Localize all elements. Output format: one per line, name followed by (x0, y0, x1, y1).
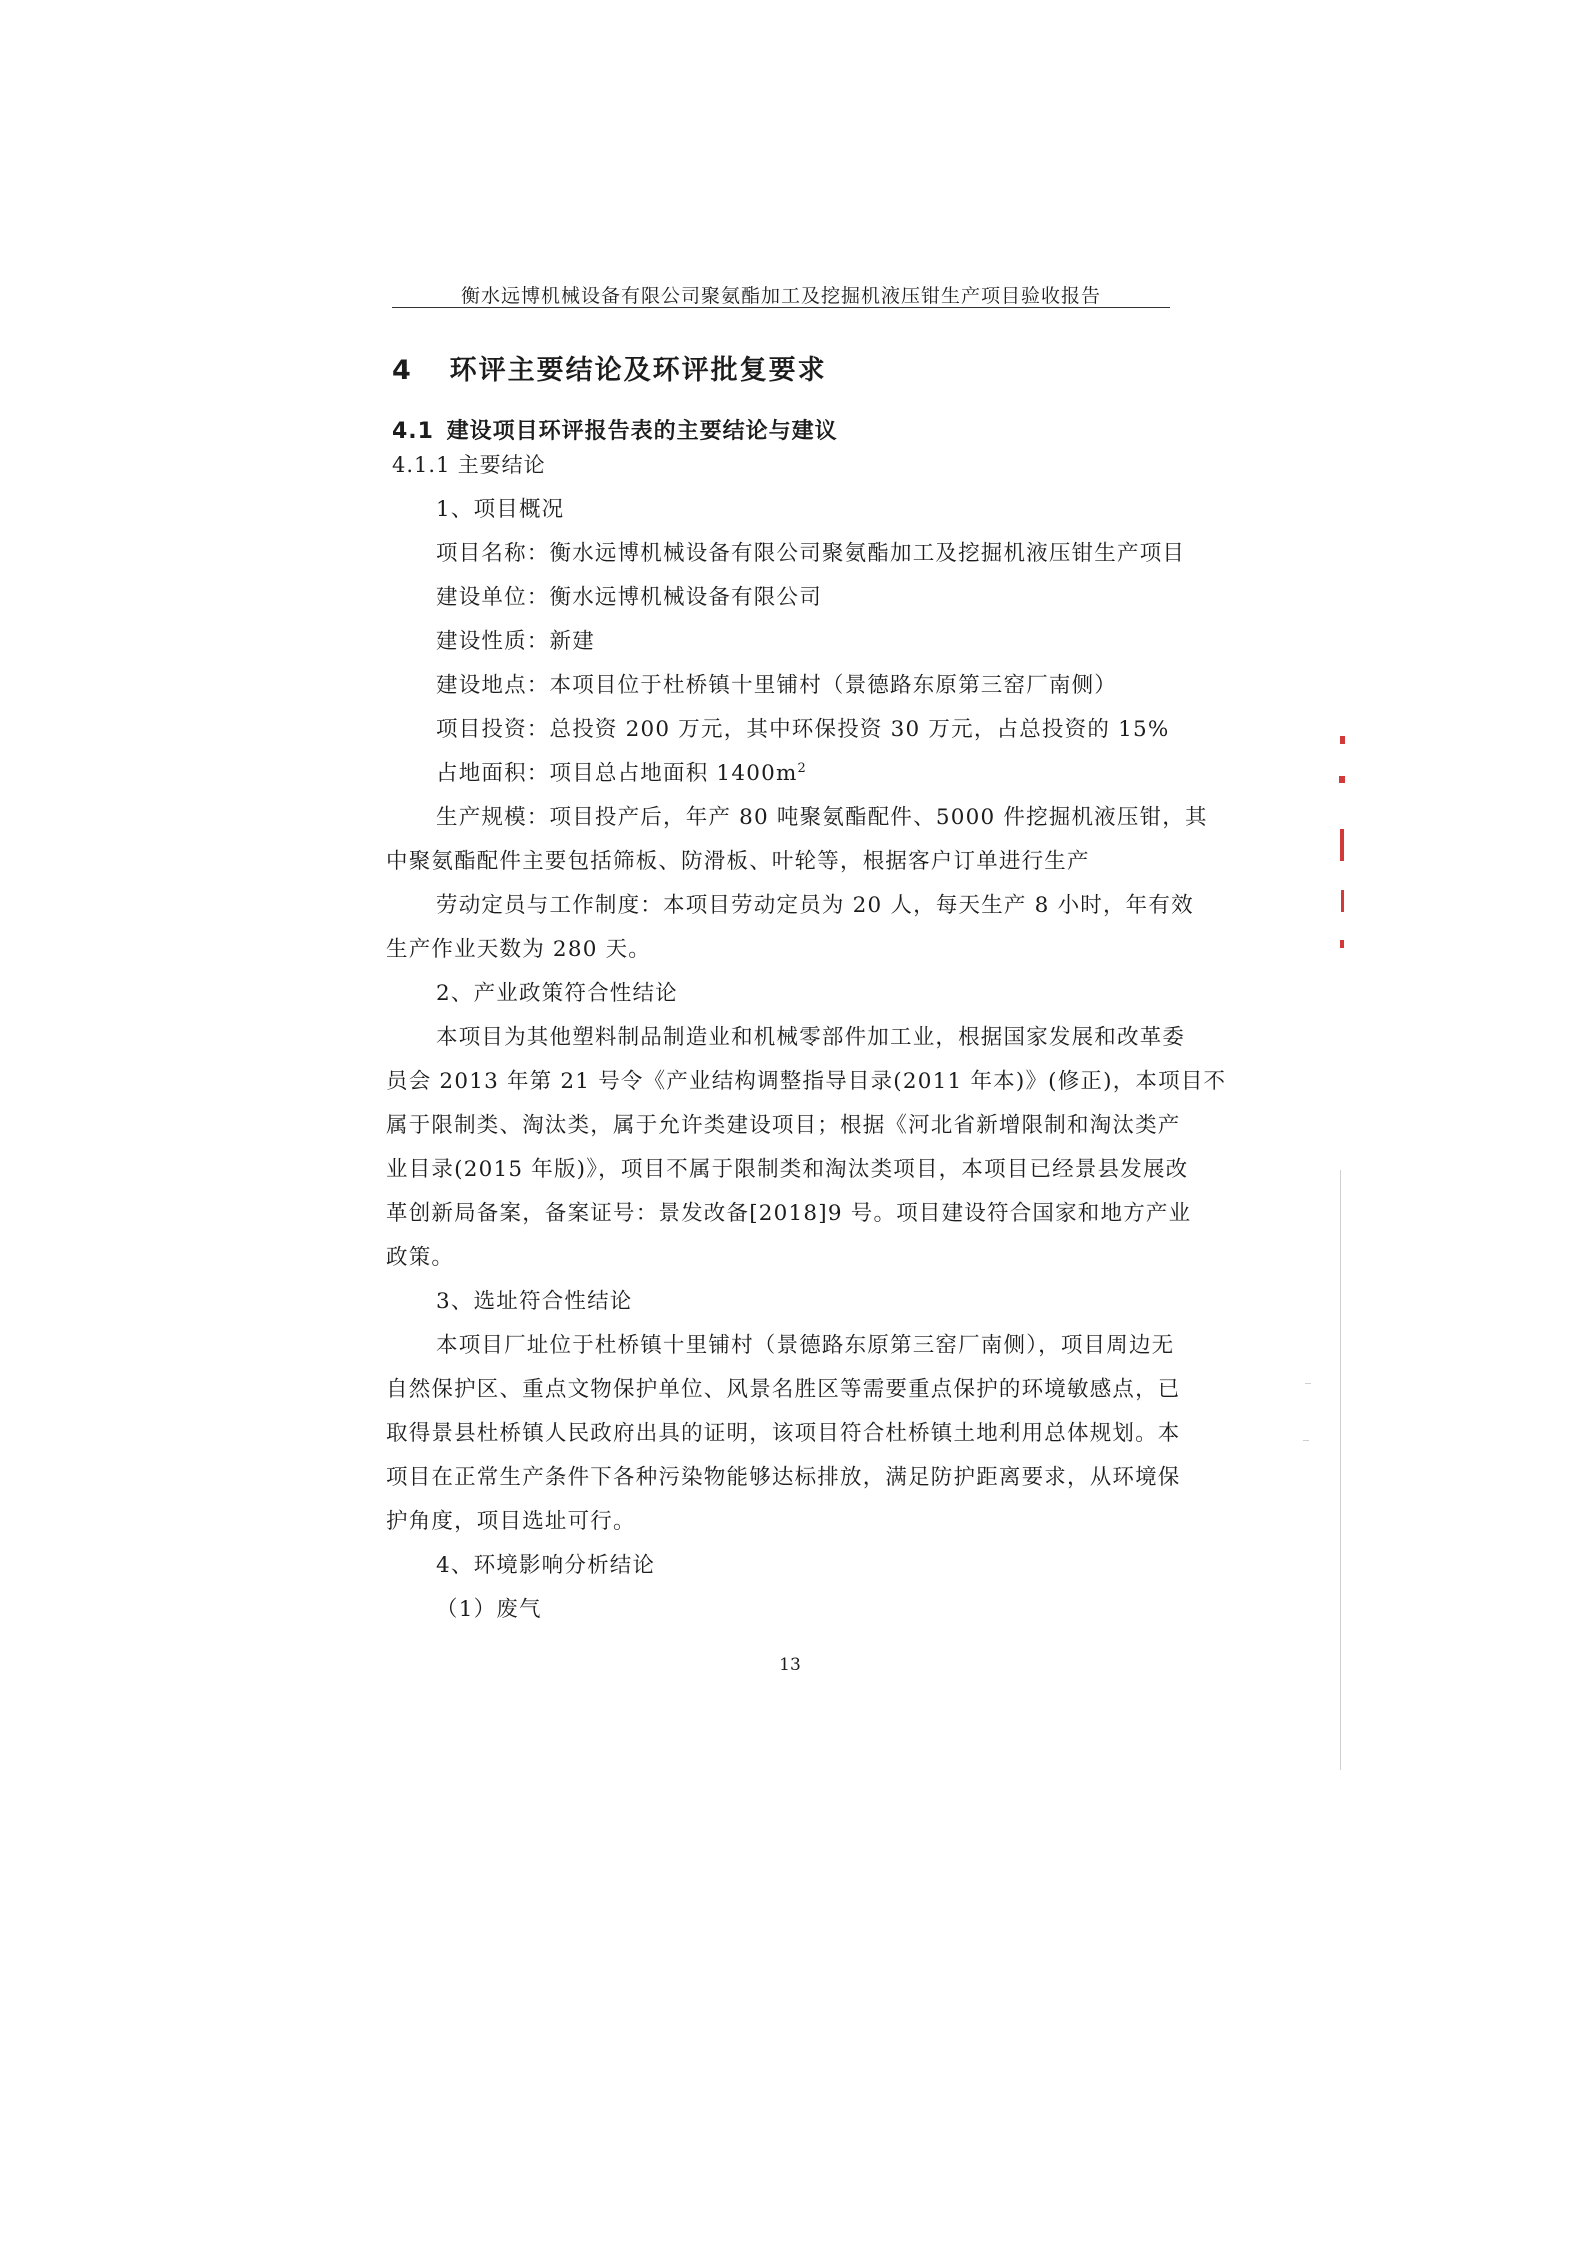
site-line-1: 本项目厂址位于杜桥镇十里铺村（景德路东原第三窑厂南侧），项目周边无 (436, 1333, 1175, 1358)
red-stamp-mark (1340, 829, 1344, 861)
project-name-line: 项目名称：衡水远博机械设备有限公司聚氨酯加工及挖掘机液压钳生产项目 (436, 541, 1186, 566)
investment-line: 项目投资：总投资 200 万元，其中环保投资 30 万元，占总投资的 15% (436, 717, 1170, 742)
subsection-number: 4.1.1 (392, 453, 451, 477)
policy-line-6: 政策。 (386, 1245, 455, 1270)
policy-line-5: 革创新局备案，备案证号：景发改备[2018]9 号。项目建设符合国家和地方产业 (386, 1201, 1192, 1226)
area-line (436, 756, 807, 787)
red-stamp-mark (1339, 776, 1345, 783)
scan-dash (1303, 1440, 1309, 1441)
section-heading (392, 414, 838, 445)
chapter-title: 环评主要结论及环评批复要求 (449, 355, 827, 386)
chapter-number: 4 (392, 355, 413, 386)
builder-line: 建设单位：衡水远博机械设备有限公司 (436, 585, 822, 610)
heading-industry-policy: 2、产业政策符合性结论 (436, 981, 678, 1006)
running-header: 衡水远博机械设备有限公司聚氨酯加工及挖掘机液压钳生产项目验收报告 (460, 285, 1101, 307)
policy-line-3: 属于限制类、淘汰类，属于允许类建设项目；根据《河北省新增限制和淘汰类产 (386, 1113, 1181, 1138)
site-line-4: 项目在正常生产条件下各种污染物能够达标排放，满足防护距离要求，从环境保 (386, 1465, 1181, 1490)
area-superscript: 2 (797, 760, 808, 776)
heading-env-impact: 4、环境影响分析结论 (436, 1553, 656, 1578)
site-line-2: 自然保护区、重点文物保护单位、风景名胜区等需要重点保护的环境敏感点，已 (386, 1377, 1181, 1402)
section-number: 4.1 (392, 419, 434, 444)
heading-exhaust-gas: （1）废气 (436, 1597, 542, 1622)
policy-line-4: 业目录(2015 年版)》，项目不属于限制类和淘汰类项目，本项目已经景县发展改 (386, 1157, 1189, 1182)
location-line: 建设地点：本项目位于杜桥镇十里铺村（景德路东原第三窑厂南侧） (436, 673, 1118, 698)
site-line-3: 取得景县杜桥镇人民政府出具的证明，该项目符合杜桥镇土地利用总体规划。本 (386, 1421, 1181, 1446)
policy-line-2: 员会 2013 年第 21 号令《产业结构调整指导目录(2011 年本)》(修正)，本项目不 (386, 1069, 1227, 1094)
red-stamp-mark (1341, 890, 1344, 912)
heading-project-overview: 1、项目概况 (436, 497, 565, 522)
scan-dash (1305, 1383, 1311, 1384)
section-title: 建设项目环评报告表的主要结论与建议 (446, 419, 838, 444)
heading-site-selection: 3、选址符合性结论 (436, 1289, 633, 1314)
scan-edge-line (1340, 1170, 1341, 1770)
scale-line-1: 生产规模：项目投产后，年产 80 吨聚氨酯配件、5000 件挖掘机液压钳，其 (436, 805, 1208, 830)
nature-line: 建设性质：新建 (436, 629, 595, 654)
chapter-heading (392, 348, 827, 387)
policy-line-1: 本项目为其他塑料制品制造业和机械零部件加工业，根据国家发展和改革委 (436, 1025, 1186, 1050)
header-rule (392, 307, 1170, 308)
page-number: 13 (779, 1655, 801, 1675)
red-stamp-mark (1340, 940, 1344, 948)
labor-line-2: 生产作业天数为 280 天。 (386, 937, 652, 962)
subsection-heading (392, 449, 546, 479)
labor-line-1: 劳动定员与工作制度：本项目劳动定员为 20 人，每天生产 8 小时，年有效 (436, 893, 1194, 918)
scale-line-2: 中聚氨酯配件主要包括筛板、防滑板、叶轮等，根据客户订单进行生产 (386, 849, 1090, 874)
red-stamp-mark (1340, 736, 1345, 744)
subsection-title: 主要结论 (457, 453, 546, 477)
site-line-5: 护角度，项目选址可行。 (386, 1509, 636, 1534)
area-text: 占地面积：项目总占地面积 1400m (436, 761, 798, 786)
